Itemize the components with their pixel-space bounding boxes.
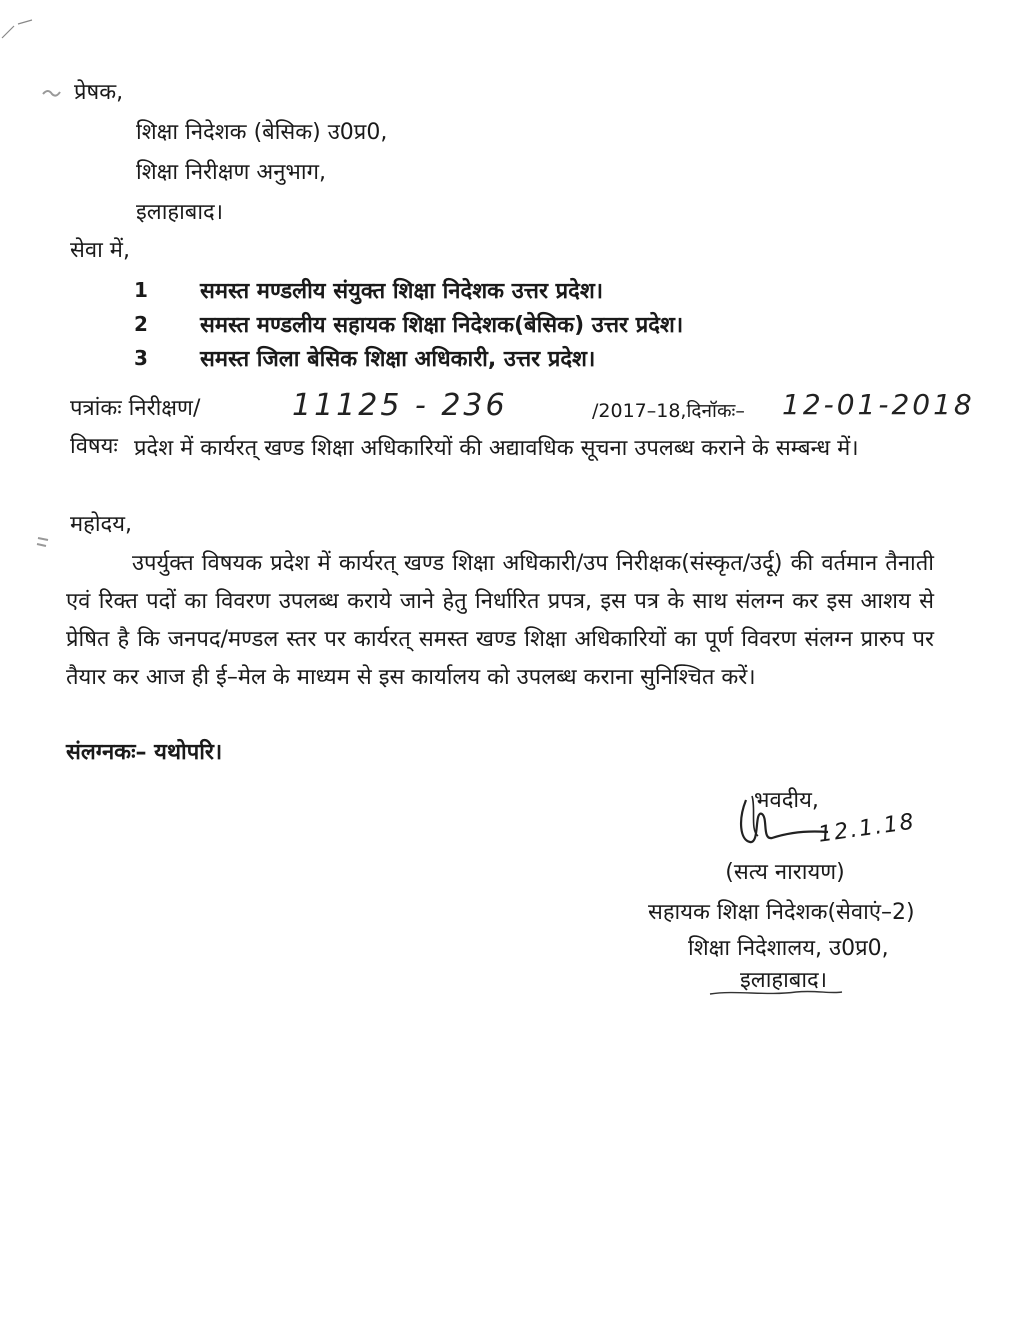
body-text: उपर्युक्त विषयक प्रदेश में कार्यरत् खण्ड शिक्षा अधिकारी/उप निरीक्षक(संस्कृत/उर्दू) की वर्तमान तैनाती एवं रिक्त पदों का विवरण उपलब्ध कराये जाने हेतु निर्धारित प्रपत्र, इस पत्र के साथ संलग्न कर इस आशय से प्रेषित है कि जनपद/मण्डल स्तर पर कार्यरत् समस्त खण्ड शिक्षा अधिकारियों का पूर्ण विवरण संलग्न प्रारुप पर तैयार कर आज ही ई–मेल के माध्यम से इस कार्यालय को उपलब्ध कराना सुनिश्चित करें। bbox=[66, 551, 934, 690]
recipient-num-2: 2 bbox=[134, 312, 148, 336]
reference-date-handwritten: 12-01-2018 bbox=[782, 388, 975, 421]
body-paragraph bbox=[66, 545, 934, 697]
subject-label: विषयः bbox=[70, 434, 118, 459]
signatory-name: (सत्य नारायण) bbox=[725, 860, 845, 885]
subject-text: प्रदेश में कार्यरत् खण्ड शिक्षा अधिकारियों की अद्यावधिक सूचना उपलब्ध कराने के सम्बन्ध में। bbox=[134, 436, 859, 461]
city-underline-scribble bbox=[706, 984, 846, 1002]
recipient-3: समस्त जिला बेसिक शिक्षा अधिकारी, उत्तर प्रदेश। bbox=[200, 347, 596, 372]
recipient-num-3: 3 bbox=[134, 346, 148, 370]
signatory-office: शिक्षा निदेशालय, उ0प्र0, bbox=[688, 936, 889, 961]
sender-line-3: इलाहाबाद। bbox=[136, 200, 224, 225]
sender-line-1: शिक्षा निदेशक (बेसिक) उ0प्र0, bbox=[136, 120, 388, 145]
closing: भवदीय, bbox=[754, 788, 819, 813]
salutation: महोदय, bbox=[70, 512, 132, 537]
scan-mark-top-left bbox=[0, 10, 40, 40]
enclosure: संलग्नकः– यथोपरि। bbox=[66, 740, 223, 765]
recipient-num-1: 1 bbox=[134, 278, 148, 302]
reference-date-label: /2017–18,दिनॉकः– bbox=[592, 400, 745, 422]
reference-number-handwritten: 11125 - 236 bbox=[292, 388, 508, 423]
recipient-label: सेवा में, bbox=[70, 238, 130, 263]
recipient-2: समस्त मण्डलीय सहायक शिक्षा निदेशक(बेसिक) उत्तर प्रदेश। bbox=[200, 313, 684, 338]
signatory-designation: सहायक शिक्षा निदेशक(सेवाएं–2) bbox=[648, 900, 915, 925]
recipient-1: समस्त मण्डलीय संयुक्त शिक्षा निदेशक उत्तर प्रदेश। bbox=[200, 279, 604, 304]
signature-date: 12.1.18 bbox=[816, 809, 918, 848]
reference-label: पत्रांकः निरीक्षण/ bbox=[70, 396, 201, 421]
scan-mark-sender bbox=[40, 86, 62, 100]
sender-label: प्रेषक, bbox=[74, 80, 124, 105]
scan-mark-body bbox=[34, 534, 52, 552]
signatory-city: इलाहाबाद। bbox=[740, 968, 828, 993]
sender-line-2: शिक्षा निरीक्षण अनुभाग, bbox=[136, 160, 326, 185]
